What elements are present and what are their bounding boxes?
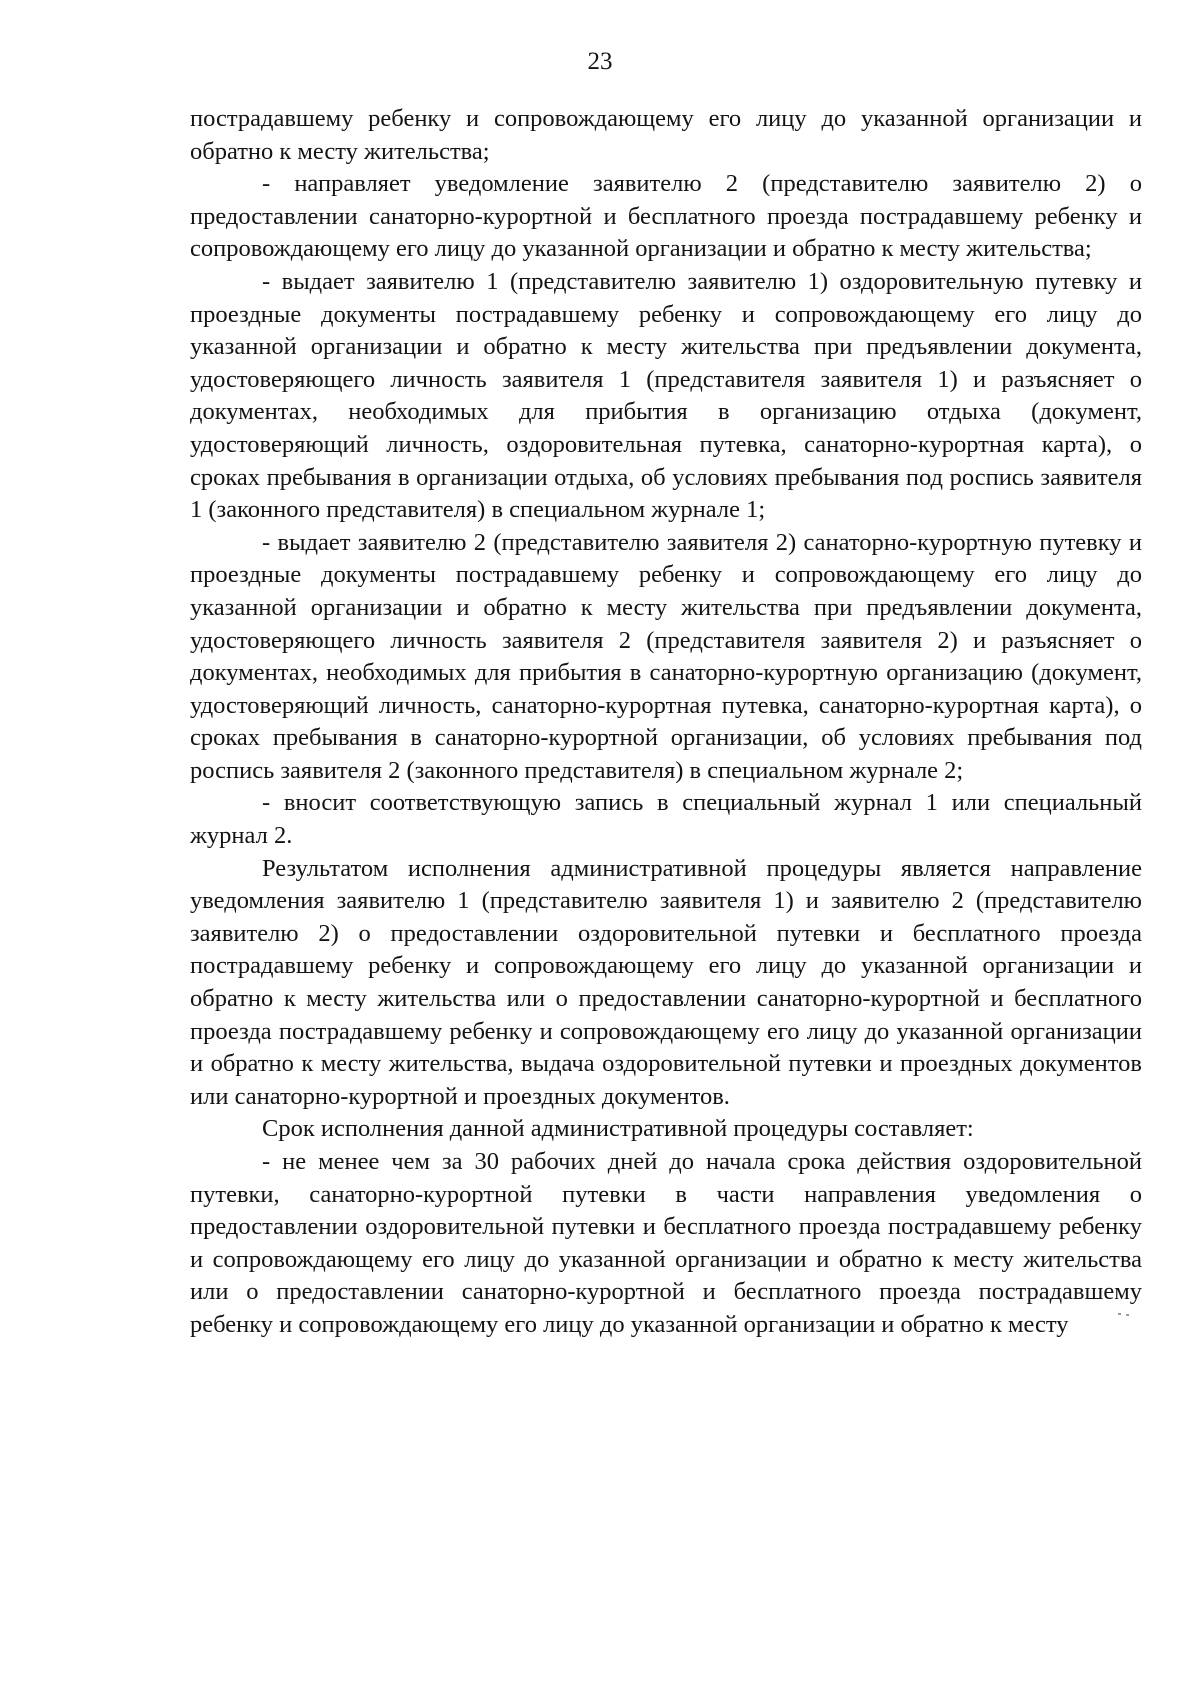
paragraph-deadline-30-days: - не менее чем за 30 рабочих дней до начала срока действия оздоровительной путевки, санаторно-курортной путевки в части направления уведомления о предоставлении оздоровительной путевки и бесплатного проезда пострадавшему ребенку и сопровождающему его лицу до указанной организации и обратно к месту жительства или о предоставлении санаторно-курортной и бесплатного проезда пострадавшему ребенку и сопровождающему его лицу до указанной организации и обратно к месту bbox=[190, 1148, 1142, 1338]
scan-artifact bbox=[1118, 1313, 1121, 1315]
paragraph-send-notice-applicant-2: - направляет уведомление заявителю 2 (представителю заявителю 2) о предоставлении санаторно-курортной и бесплатного проезда пострадавшему ребенку и сопровождающему его лицу до указанной организации и обратно к месту жительства; bbox=[190, 170, 1142, 263]
scan-artifact bbox=[1126, 1314, 1129, 1316]
document-body bbox=[190, 103, 1142, 1342]
paragraph-issue-sanatorium-voucher: - выдает заявителю 2 (представителю заявителя 2) санаторно-курортную путевку и проездные документы пострадавшему ребенку и сопровождающему его лицу до указанной организации и обратно к месту жительства при предъявлении документа, удостоверяющего личность заявителя 2 (представителя заявителя 2) и разъясняет о документах, необходимых для прибытия в санаторно-курортную организацию (документ, удостоверяющий личность, санаторно-курортная путевка, санаторно-курортная карта), о сроках пребывания в санаторно-курортной организации, об условиях пребывания под роспись заявителя 2 (законного представителя) в специальном журнале 2; bbox=[190, 528, 1142, 784]
paragraph-continuation: пострадавшему ребенку и сопровождающему его лицу до указанной организации и обратно к месту жительства; bbox=[190, 105, 1142, 165]
paragraph-journal-entry: - вносит соответствующую запись в специальный журнал 1 или специальный журнал 2. bbox=[190, 789, 1142, 850]
paragraph-issue-health-voucher: - выдает заявителю 1 (представителю заявителю 1) оздоровительную путевку и проездные документы пострадавшему ребенку и сопровождающему его лицу до указанной организации и обратно к месту жительства при предъявлении документа, удостоверяющего личность заявителя 1 (представителя заявителя 1) и разъясняет о документах, необходимых для прибытия в организацию отдыха (документ, удостоверяющий личность, оздоровительная путевка, санаторно-курортная карта), о сроках пребывания в организации отдыха, об условиях пребывания под роспись заявителя 1 (законного представителя) в специальном журнале 1; bbox=[190, 267, 1142, 524]
paragraph-procedure-deadline: Срок исполнения данной административной процедуры составляет: bbox=[262, 1115, 974, 1143]
paragraph-procedure-result: Результатом исполнения административной процедуры является направление уведомления заявителю 1 (представителю заявителя 1) и заявителю 2 (представителю заявителю 2) о предоставлении оздоровительной путевки и бесплатного проезда пострадавшему ребенку и сопровождающему его лицу до указанной организации и обратно к месту жительства или о предоставлении санаторно-курортной и бесплатного проезда пострадавшему ребенку и сопровождающему его лицу до указанной организации и обратно к месту жительства, выдача оздоровительной путевки и проездных документов или санаторно-курортной и проездных документов. bbox=[190, 854, 1142, 1110]
page-number: 23 bbox=[587, 48, 613, 75]
